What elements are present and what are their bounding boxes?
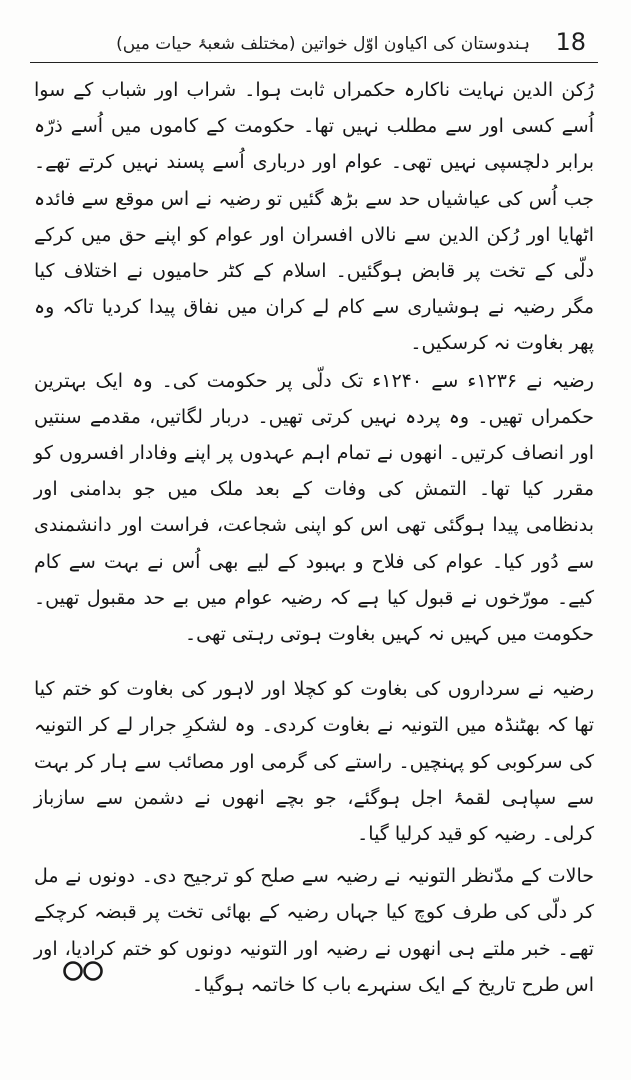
paragraph-3: رضیہ نے سرداروں کی بغاوت کو کچلا اور لاہور کی بغاوت کو ختم کیا تھا کہ بھٹنڈہ میں التونیہ نے بغاوت کردی۔ وہ لشکرِ جرار لے کر التونیہ کی سرکوبی کو پہنچیں۔ راستے کی گرمی اور مصائب سے ہار کر بہت سے سپاہی لقمۂ اجل ہوگئے، جو بچے انھوں نے دشمن سے سازباز کرلی۔ رضیہ کو قید کرلیا گیا۔ bbox=[34, 678, 594, 846]
double-circle-end-ornament-icon bbox=[62, 958, 104, 984]
page-body bbox=[34, 72, 594, 1003]
header-rule bbox=[30, 62, 598, 63]
paragraph-2: رضیہ نے ۱۲۳۶ء سے ۱۲۴۰ء تک دلّی پر حکومت کی۔ وہ ایک بہترین حکمراں تھیں۔ وہ پردہ نہیں کرتی تھیں۔ دربار لگاتیں، مقدمے سنتیں اور انصاف کرتیں۔ انھوں نے تمام اہم عہدوں پر اپنے وفادار افسروں کو مقرر کیا تھا۔ التمش کی وفات کے بعد ملک میں جو بدامنی اور بدنظامی پیدا ہوگئی تھی اس کو اپنی شجاعت، فراست اور دانشمندی سے دُور کیا۔ عوام کی فلاح و بہبود کے لیے بھی اُس نے بہت سے کام کیے۔ مورّخوں نے قبول کیا ہے کہ رضیہ عوام میں بے حد مقبول تھیں۔ حکومت میں کہیں نہ کہیں بغاوت ہوتی رہتی تھی۔ bbox=[34, 369, 594, 646]
page-number: 18 bbox=[555, 28, 586, 56]
paragraph-1: رُکن الدین نہایت ناکارہ حکمراں ثابت ہوا۔ شراب اور شباب کے سوا اُسے کسی اور سے مطلب نہیں تھا۔ حکومت کے کاموں میں اُسے ذرّہ برابر دلچسپی نہیں تھی۔ عوام اور درباری اُسے پسند نہیں کرتے تھے۔ جب اُس کی عیاشیاں حد سے بڑھ گئیں تو رضیہ نے اس موقع سے فائدہ اٹھایا اور رُکن الدین سے نالاں افسران اور عوام کو اپنے حق میں کرکے دلّی کے تخت پر قابض ہوگئیں۔ اسلام کے کٹر حامیوں نے اختلاف کیا مگر رضیہ نے ہوشیاری سے کام لے کران میں نفاق پیدا کردیا تاکہ وہ پھر بغاوت نہ کرسکیں۔ bbox=[34, 79, 594, 355]
page-header bbox=[30, 28, 598, 62]
running-title: ہندوستان کی اکیاون اوّل خواتین (مختلف شعبۂ حیات میں) bbox=[116, 34, 530, 54]
paragraph-4: حالات کے مدّنظر التونیہ نے رضیہ سے صلح کو ترجیح دی۔ دونوں نے مل کر دلّی کی طرف کوچ کیا جہاں رضیہ کے بھائی تخت پر قبضہ کرچکے تھے۔ خبر ملتے ہی انھوں نے رضیہ اور التونیہ دونوں کو ختم کرادیا، اور اس طرح تاریخ کے ایک سنہرے باب کا خاتمہ ہوگیا۔ bbox=[34, 865, 594, 996]
